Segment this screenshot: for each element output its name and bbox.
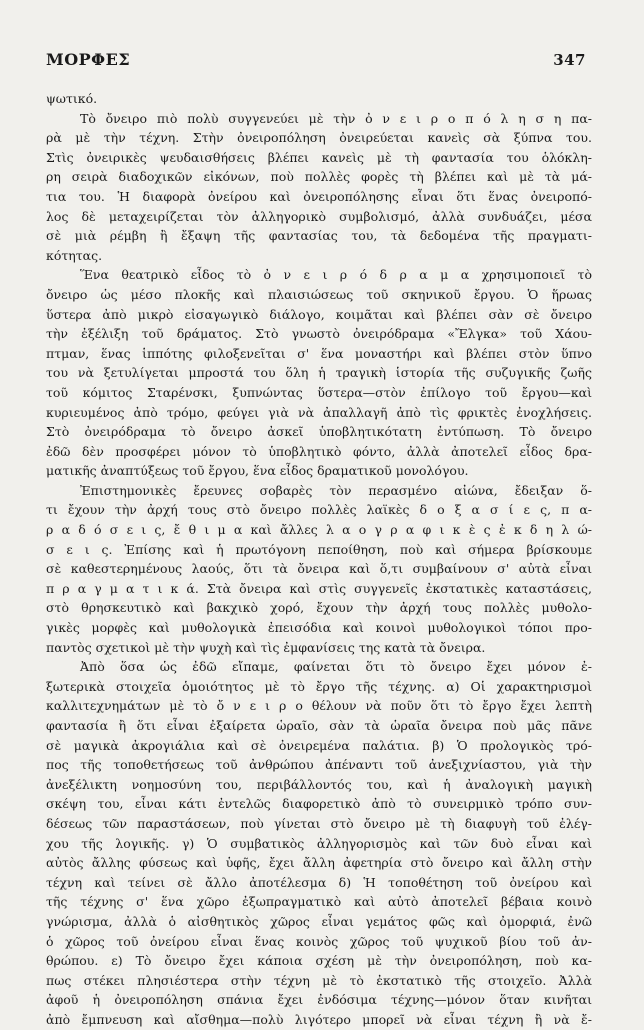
text-line: τέχνη καὶ τείνει σὲ ἄλλο ἀποτέλεσμα δ) Ἡ τοποθέτηση τοῦ ὀνείρου καὶ — [46, 874, 592, 890]
text-line: ρ α δ ό σ ε ι ς, ἔ θ ι μ α καὶ ἄλλες λ α ο γ ρ α φ ι κ ὲ ς ἐ κ δ η λ ώ- — [46, 522, 592, 538]
text-line: τοῦ κόμιτος Σταρένσκι, ξυπνώντας ὕστερα—στὸν ἐπίλογο τοῦ ἔργου—καὶ — [46, 384, 592, 400]
text-line: Στὸ ὀνειρόδραμα τὸ ὄνειρο ἀσκεῖ ὑποβλητικότατη ἐντύπωση. Τὸ ὄνειρο — [46, 424, 592, 440]
text-line: ἀπὸ ἔμπνευση καὶ αἴσθημα—πολὺ λιγότερο μπορεῖ νὰ εἶναι τέχνη ἢ νὰ ἔ- — [46, 1011, 592, 1027]
text-line: ρη σειρὰ διαδοχικῶν εἰκόνων, ποὺ πολλὲς φορὲς τὴ βλέπει καὶ μὲ τὰ μά- — [46, 169, 592, 185]
text-line: πτμαν, ἕνας ἱππότης φιλοξενεῖται σ' ἕνα μοναστήρι καὶ βλέπει στὸν ὕπνο — [46, 345, 592, 361]
text-line: θρώπου. ε) Τὸ ὄνειρο ἔχει κάποια σχέση μὲ τὴν ὀνειροπόληση, ποὺ κα- — [46, 953, 592, 969]
text-line: τὴν ἐξέλιξη τοῦ δράματος. Στὸ γνωστὸ ὀνειρόδραμα «Ἔλγκα» τοῦ Χάου- — [46, 326, 592, 342]
text-line: ἀνεξέλικτη νοημοσύνη του, περιβάλλοντός του, καὶ ἡ ἀναλογικὴ μαγικὴ — [46, 776, 592, 792]
page-number: 347 — [553, 51, 586, 69]
text-line: σὲ μαγικὰ ἀκρογιάλια καὶ σὲ ὀνειρεμένα παλάτια. β) Ὁ προλογικὸς τρό- — [46, 737, 592, 753]
body-text — [46, 89, 592, 1030]
text-line: σὲ μιὰ ρέμβη ἢ ἔξαψη τῆς φαντασίας του, τὰ δεδομένα τῆς πραγματι- — [46, 228, 592, 244]
text-line: τι ἔχουν τὴν ἀρχή τους στὸ ὄνειρο πολλὲς λαϊκὲς δ ο ξ α σ ί ε ς, π α- — [46, 502, 592, 518]
text-line: γικὲς μορφὲς καὶ μυθολογικὰ ἐπεισόδια καὶ κοινοὶ μυθολογικοὶ τόποι προ- — [46, 620, 592, 636]
text-line: παντὸς σχετικοὶ μὲ τὴν ψυχὴ καὶ τὶς ἐμφανίσεις της κατὰ τὰ ὄνειρα. — [46, 639, 486, 655]
text-line: ὁ χῶρος τοῦ ὀνείρου εἶναι ἕνας κοινὸς χῶρος τοῦ ψυχικοῦ βίου τοῦ ἀν- — [46, 933, 592, 949]
text-line: ὄνειρο ὡς μέσο πλοκῆς καὶ πλαισιώσεως τοῦ σκηνικοῦ ἔργου. Ὁ ἥρωας — [46, 286, 592, 302]
text-line: χου τῆς λογικῆς. γ) Ὁ συμβατικὸς ἀλληγορισμὸς καὶ τῶν δυὸ εἶναι καὶ — [46, 835, 592, 851]
text-line: πος τῆς τοποθετήσεως τοῦ ἀνθρώπου ἀπέναντι τοῦ ἀνεξιχνίαστου, γιὰ τὴν — [46, 757, 592, 773]
text-line: λος δὲ μεταχειρίζεται τὸν ἀλληγορικὸ συμβολισμό, ἀλλὰ συνδυάζει, μέσα — [46, 208, 592, 224]
text-line: π ρ α γ μ α τ ι κ ά. Στὰ ὄνειρα καὶ στὶς συγγενεῖς ἐκστατικὲς καταστάσεις, — [46, 580, 592, 596]
text-line: στὸ θρησκευτικὸ καὶ βακχικὸ χορό, ἔχουν τὴν ἀρχή τους πολλὲς μυθολο- — [46, 600, 592, 616]
text-line: Ἐπιστημονικὲς ἔρευνες σοβαρὲς τὸν περασμένο αἰώνα, ἔδειξαν ὅ- — [80, 482, 592, 498]
text-line: σὲ καθεστερημένους λαούς, ὅτι τὰ ὄνειρα καὶ ὅ,τι συμβαίνουν σ' αὐτὰ εἶναι — [46, 561, 592, 577]
text-line: σκέψη του, εἶναι κάτι ἐντελῶς διαφορετικὸ ἀπὸ τὸ συνειρμικὸ τρόπο συν- — [46, 796, 592, 812]
text-line: τια του. Ἡ διαφορὰ ὀνείρου καὶ ὀνειροπόλησης εἶναι ὅτι ἕνας ὀνειροπό- — [46, 188, 592, 204]
text-line: του νὰ ξετυλίγεται μπροστά του ὅλη ἡ τραγικὴ ἱστορία τῆς συζυγικῆς ζωῆς — [46, 365, 592, 381]
text-line: κυριευμένος ἀπὸ τρόμο, φεύγει γιὰ νὰ ἀπαλλαγῆ ἀπὸ τὶς φρικτὲς ἐνοχλήσεις. — [46, 404, 592, 420]
text-line: κότητας. — [46, 247, 103, 263]
text-line: ἐδῶ δὲν προσφέρει μόνον τὸ ὑποβλητικὸ φόντο, ἀλλὰ ἀποτελεῖ εἶδος δρα- — [46, 443, 592, 459]
text-line: γνώρισμα, ἀλλὰ ὁ αἰσθητικὸς χῶρος εἶναι γεμάτος φῶς καὶ ὀμορφιά, ἐνῶ — [46, 913, 592, 929]
text-line: Ἕνα θεατρικὸ εἶδος τὸ ὀ ν ε ι ρ ό δ ρ α μ α χρησιμοποιεῖ τὸ — [80, 267, 592, 283]
running-title: ΜΟΡΦΕΣ — [46, 50, 131, 69]
text-line: πως στέκει πλησιέστερα στὴν τέχνη μὲ τὸ ἐκστατικὸ τῆς στοιχεῖο. Ἀλλὰ — [46, 972, 592, 988]
running-header — [46, 50, 592, 69]
text-line: ματικῆς ἀναπτύξεως τοῦ ἔργου, ἕνα εἶδος δραματικοῦ μονολόγου. — [46, 463, 469, 479]
text-line: σ ε ι ς. Ἐπίσης καὶ ἡ πρωτόγονη πεποίθηση, ποὺ καὶ σήμερα βρίσκουμε — [46, 541, 592, 557]
text-line: τῆς τέχνης σ' ἕνα χῶρο ἐξωπραγματικὸ καὶ αὐτὸ ἀποτελεῖ βέβαια κοινὸ — [46, 894, 592, 910]
text-line: ὕστερα ἀπὸ μικρὸ εἰσαγωγικὸ διάλογο, κοιμᾶται καὶ βλέπει σὰν σὲ ὄνειρο — [46, 306, 592, 322]
text-line: ψωτικό. — [46, 91, 98, 106]
text-line: Τὸ ὄνειρο πιὸ πολὺ συγγενεύει μὲ τὴν ὀ ν ε ι ρ ο π ό λ η σ η πα- — [80, 110, 592, 126]
text-line: Ἀπὸ ὅσα ὡς ἐδῶ εἴπαμε, φαίνεται ὅτι τὸ ὄνειρο ἔχει μόνον ἐ- — [80, 659, 592, 675]
text-line: δέσεως τῶν παραστάσεων, ποὺ γίνεται στὸ ὄνειρο μὲ τὴ διαφυγὴ τοῦ ἐλέγ- — [46, 815, 592, 831]
text-line: Στὶς ὀνειρικὲς ψευδαισθήσεις βλέπει κανεὶς μὲ τὴ φαντασία του ὁλόκλη- — [46, 149, 592, 165]
text-line: ἀφοῦ ἡ ὀνειροπόληση σπάνια ἔχει ἐνδόσιμα τέχνης—μόνον ὅταν κινῆται — [46, 992, 592, 1008]
text-line: φαντασία ἢ ὅτι εἶναι ἐξαίρετα ὡραῖο, σὰν τὰ ὡραῖα ὄνειρα ποὺ μᾶς πᾶνε — [46, 718, 592, 733]
text-line: καλλιτεχνημάτων μὲ τὸ ὄ ν ε ι ρ ο θέλουν νὰ ποῦν ὅτι τὸ ἔργο ἔχει λεπτὴ — [46, 698, 592, 714]
text-line: ξωτερικὰ στοιχεῖα ὁμοιότητος μὲ τὸ ἔργο τῆς τέχνης. α) Οἱ χαρακτηρισμοὶ — [46, 678, 592, 694]
text-line: ρὰ μὲ τὴν τέχνη. Στὴν ὀνειροπόληση ὀνειρεύεται κανεὶς σὰ ξύπνα του. — [46, 130, 592, 146]
text-line: αὐτὸς ἄλλης φύσεως καὶ ὑφῆς, ἔχει ἄλλη ἀφετηρία στὸ ὄνειρο καὶ ἄλλη στὴν — [46, 855, 592, 871]
